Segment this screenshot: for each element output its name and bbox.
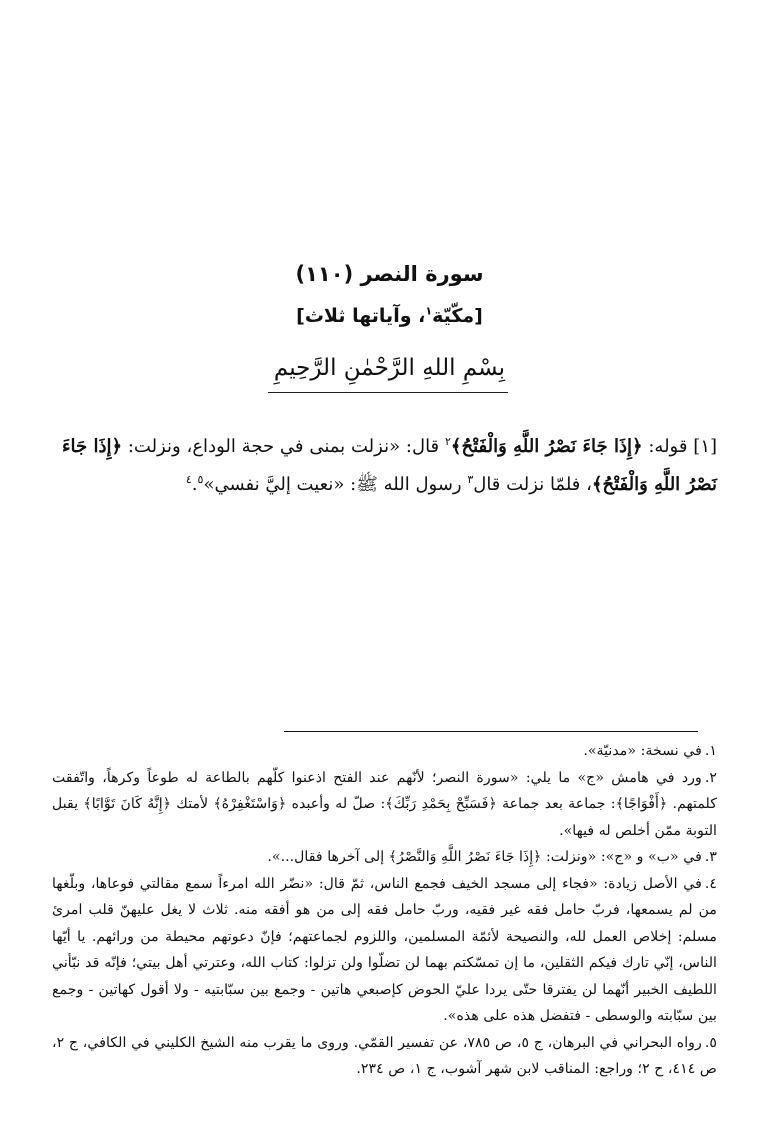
text-run: ، فلمّا نزلت قال [473,474,592,495]
footnote-5 [52,1030,717,1083]
text-run: قوله: [642,436,694,457]
footnote-1 [52,738,717,765]
basmala-underline [268,392,508,393]
footnote-text: في الأصل زيادة: «فجاء إلى مسجد الخيف فجمع الناس، ثمّ قال: «نضّر الله امرءاً سمع مقالتي فوعاها، وبلّغها من لم يسمعها، فربّ حامل فقه غير فقيه، وربّ حامل فقه إلى من هو أفقه منه. ثلاث لا يغل عليهنّ قلب امرئ مسلم: إخلاص العمل لله، والنصيحة لأئمّة المسلمين، واللزوم لجماعتهم؛ فإنّ دعوتهم محيطة من ورائهم. يا أيّها الناس، إنّي تارك فيكم الثقلين، ما إن تمسّكتم بهما لن تضلّوا ولن تزلوا: كتاب الله، وعترتي أهل بيتي؛ فإنّه قد نبّأني اللطيف الخبير أنّهما لن يفترقا حتّى يردا عليّ الحوض كإصبعي هاتين - وجمع بين سبّابتيه - ولا أقول كهاتين - وجمع بين سبّابته والوسطى - فتفضل هذه على هذه». [52,875,717,1024]
text-run: . [191,474,198,495]
footnote-2 [52,765,717,845]
footnote-text: في «ب» و «ج»: «ونزلت: ﴿إِذَا جَاءَ نَصْرُ اللَّهِ وَالنَّصْرُ﴾ إلى آخرها فقال...». [267,849,702,865]
basmala-calligraphy: بِسْمِ اللهِ الرَّحْمٰنِ الرَّحِيمِ [273,355,506,381]
footnote-text: ورد في هامش «ج» ما يلي: «سورة النصر؛ لأنّهم عند الفتح اذعنوا كلّهم بالطاعة له طوعاً وكرهاً، واتّفقت كلمتهم. ﴿أَفْوَاجًا﴾: جماعة بعد جماعة ﴿فَسَبِّحْ بِحَمْدِ رَبِّكَ﴾: صلّ له وأعبده ﴿وَاسْتَغْفِرْهُ﴾ لأمتك ﴿إِنَّهُ كَانَ تَوَّابًا﴾ يقبل التوبة ممّن أخلص له فيها». [52,769,717,839]
main-text [62,428,717,504]
footnote-number: ٣. [704,849,717,865]
footnote-4 [52,871,717,1030]
surah-subtitle [0,305,779,327]
footnote-3 [52,844,717,871]
footnote-ref-3: ٣ [467,473,474,486]
footnotes [52,738,717,1083]
text-run: رسول الله ﷺ: «نعيت إليَّ نفسي» [203,474,468,495]
footnote-text: رواه البحراني في البرهان، ج ٥، ص ٧٨٥، عن تفسير القمّي. وروى ما يقرب منه الشيخ الكليني في الكافي، ج ٢، ص ٤١٤، ح ٢؛ وراجع: المناقب لابن شهر آشوب، ج ١، ص ٢٣٤. [52,1034,717,1077]
verse-number: [١] [693,436,718,457]
quran-quote: ﴿إِذَا جَاءَ نَصْرُ اللَّهِ وَالْفَتْحُ﴾ [62,436,717,495]
subtitle-text-a: [مكّيّة [432,305,483,327]
footnote-ref-2: ٢ [444,435,451,448]
footnote-text: في نسخة: «مدنيّة». [583,743,702,759]
footnote-divider [284,731,698,732]
footnote-number: ٤. [704,875,717,892]
verse-paragraph [62,428,717,504]
footnote-ref-1: ١ [425,304,433,318]
footnote-number: ٢. [704,769,717,786]
footnote-ref-5: ٥ [197,473,204,486]
subtitle-text-b: ، وآياتها ثلاث] [296,305,426,327]
footnote-ref-4: ٤ [185,473,192,486]
surah-title: سورة النصر (١١٠) [295,262,484,286]
footnote-number: ٥. [704,1034,717,1051]
quran-quote: ﴿إِذَا جَاءَ نَصْرُ اللَّهِ وَالْفَتْحُ﴾ [450,436,643,457]
text-run: قال: «نزلت بمنى في حجة الوداع، ونزلت: [122,436,445,457]
footnote-number: ١. [704,743,717,759]
